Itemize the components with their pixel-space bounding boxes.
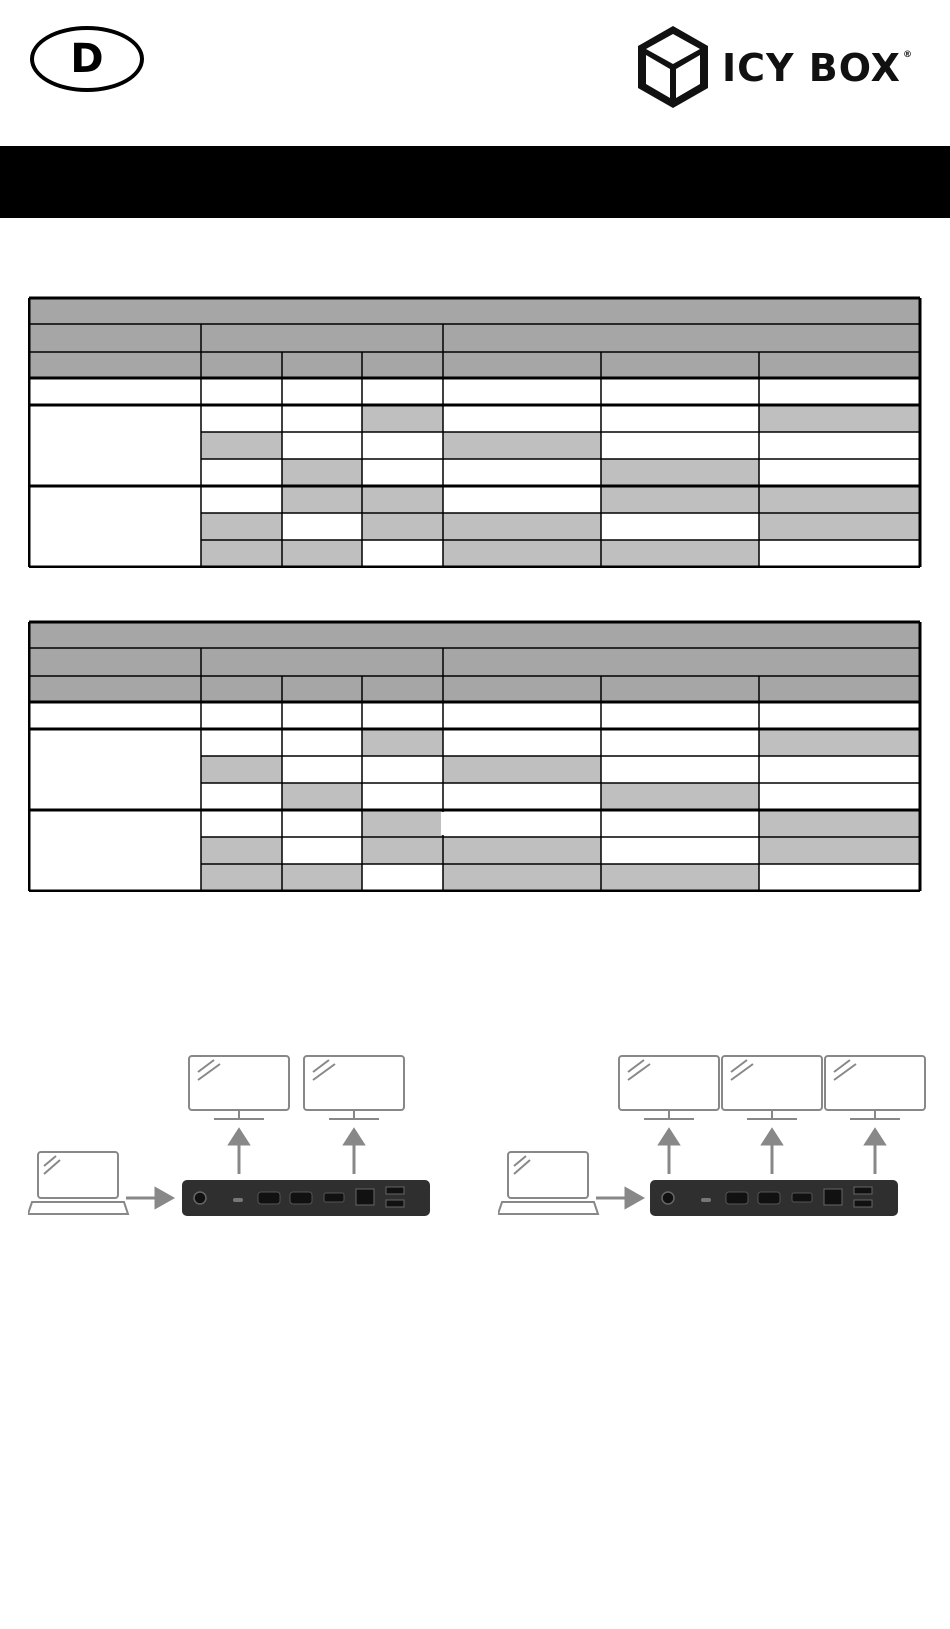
laptop-icon — [498, 1152, 598, 1214]
title-bar — [0, 146, 950, 218]
table-cell-shaded — [759, 486, 920, 513]
table-cell-shaded — [201, 756, 282, 783]
table-2-grid — [28, 620, 922, 892]
table-cell-shaded — [759, 513, 920, 540]
laptop-icon — [28, 1152, 128, 1214]
table-cell-shaded — [362, 405, 443, 432]
monitor-icon — [304, 1056, 404, 1119]
table-cell-shaded — [443, 513, 601, 540]
table-header-band — [29, 298, 920, 324]
trademark-symbol: ® — [902, 50, 913, 60]
docking-station-icon — [182, 1180, 430, 1216]
table-cell-shaded — [201, 432, 282, 459]
arrow-right-icon — [596, 1189, 642, 1207]
table-cell-shaded — [201, 513, 282, 540]
table-cell-shaded — [443, 540, 601, 567]
table-column-header — [29, 352, 920, 378]
table-cell-shaded — [443, 432, 601, 459]
table-cell-shaded — [601, 459, 759, 486]
table-header-band — [29, 622, 920, 648]
table-cell-shaded — [601, 486, 759, 513]
table-cell-shaded — [282, 864, 362, 891]
table-group-header — [29, 648, 920, 676]
table-group-header — [29, 324, 920, 352]
monitor-icon — [189, 1056, 289, 1119]
table-cell-shaded — [282, 486, 362, 513]
table-cell-shaded — [201, 837, 282, 864]
compatibility-table-1 — [28, 296, 922, 568]
arrow-up-icon — [345, 1130, 363, 1174]
dual-monitor-illustration — [28, 1050, 440, 1230]
merged-cell-cover — [441, 812, 445, 835]
docking-station-icon — [650, 1180, 898, 1216]
table-cell-shaded — [759, 405, 920, 432]
table-cell-shaded — [759, 837, 920, 864]
table-cell-shaded — [601, 864, 759, 891]
table-cell-shaded — [759, 810, 920, 837]
table-cell-shaded — [601, 783, 759, 810]
compatibility-table-2 — [28, 620, 922, 892]
table-cell-shaded — [201, 864, 282, 891]
table-cell-shaded — [282, 540, 362, 567]
table-cell-shaded — [282, 783, 362, 810]
table-cell-shaded — [362, 513, 443, 540]
table-cell-shaded — [362, 729, 443, 756]
table-cell-shaded — [601, 540, 759, 567]
table-cell-shaded — [443, 864, 601, 891]
table-cell-shaded — [362, 486, 443, 513]
monitor-icon — [825, 1056, 925, 1119]
monitor-icon — [722, 1056, 822, 1119]
table-cell-shaded — [443, 837, 601, 864]
table-cell-shaded — [362, 837, 443, 864]
table-1-grid — [28, 296, 922, 568]
brand-name: ICY BOX ® — [722, 46, 913, 90]
table-cell-shaded — [282, 459, 362, 486]
arrow-up-icon — [230, 1130, 248, 1174]
table-cell-shaded — [362, 810, 443, 837]
arrow-up-icon — [660, 1130, 678, 1174]
arrow-up-icon — [866, 1130, 884, 1174]
triple-monitor-illustration — [498, 1050, 928, 1230]
table-cell-shaded — [443, 756, 601, 783]
monitor-icon — [619, 1056, 719, 1119]
table-cell-shaded — [201, 540, 282, 567]
table-cell-shaded — [759, 729, 920, 756]
arrow-up-icon — [763, 1130, 781, 1174]
table-column-header — [29, 676, 920, 702]
arrow-right-icon — [126, 1189, 172, 1207]
language-badge: D — [30, 26, 144, 92]
